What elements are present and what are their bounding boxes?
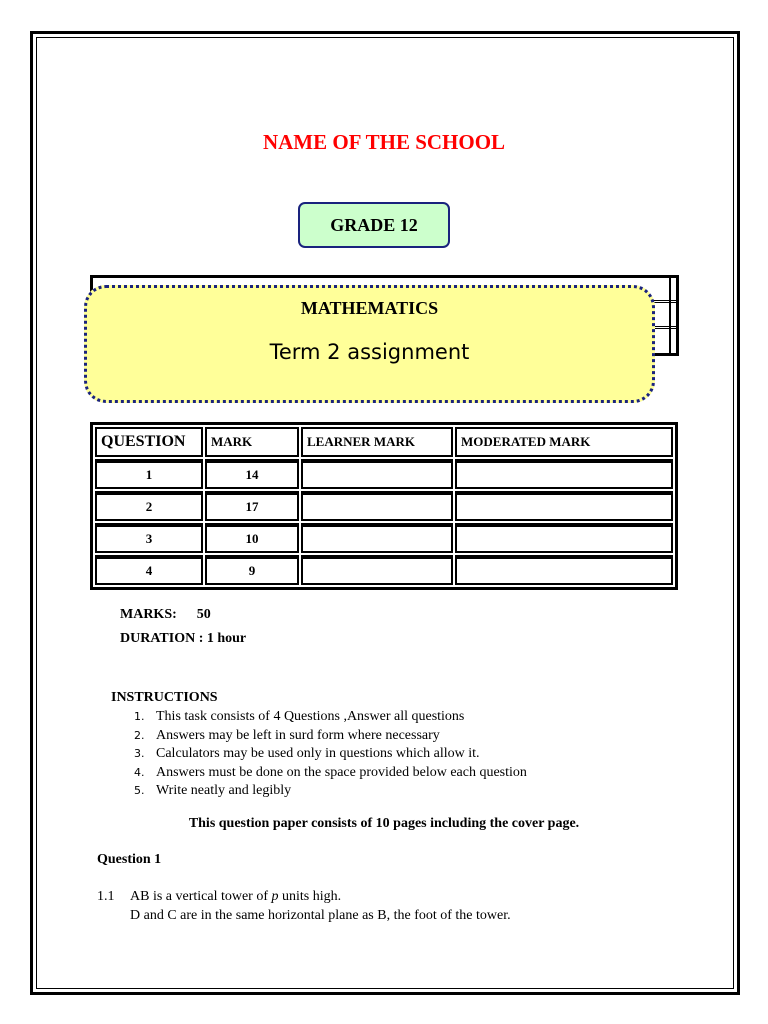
list-number: 3. — [134, 747, 145, 760]
question-mark: 14 — [205, 459, 299, 489]
moderated-mark-cell[interactable] — [455, 555, 673, 585]
learner-mark-cell[interactable] — [301, 555, 453, 585]
question-number: 3 — [95, 523, 203, 553]
table-divider — [669, 278, 671, 353]
question-text-end: units high. — [278, 889, 342, 904]
header-moderated-mark: MODERATED MARK — [455, 427, 673, 457]
pages-note: This question paper consists of 10 pages including the cover page. — [188, 816, 580, 831]
list-item — [134, 727, 527, 746]
header-question: QUESTION — [95, 427, 203, 457]
instruction-text: Answers must be done on the space provided below each question — [156, 764, 527, 780]
table-row — [95, 523, 673, 553]
subject-title: MATHEMATICS — [300, 298, 439, 318]
question-number: 1 — [95, 459, 203, 489]
instructions-title: INSTRUCTIONS — [111, 690, 218, 705]
moderated-mark-cell[interactable] — [455, 459, 673, 489]
header-mark: MARK — [205, 427, 299, 457]
grade-badge: GRADE 12 — [298, 202, 450, 248]
question-text: AB is a vertical tower of — [130, 889, 272, 904]
question-mark: 9 — [205, 555, 299, 585]
question-title: Question 1 — [97, 852, 162, 867]
header-learner-mark: LEARNER MARK — [301, 427, 453, 457]
instruction-text: Answers may be left in surd form where necessary — [156, 727, 440, 743]
term-title: Term 2 assignment — [269, 340, 470, 364]
question-number: 2 — [95, 491, 203, 521]
question-item — [97, 887, 511, 925]
instruction-text: This task consists of 4 Questions ,Answer all questions — [156, 709, 465, 724]
list-number: 2. — [134, 728, 145, 742]
question-mark: 10 — [205, 523, 299, 553]
marks-table — [90, 422, 678, 590]
question-number: 4 — [95, 555, 203, 585]
instruction-text: Write neatly and legibly — [156, 783, 292, 798]
moderated-mark-cell[interactable] — [455, 491, 673, 521]
instruction-text: Calculators may be used only in questions which allow it. — [156, 746, 480, 761]
question-line-2: D and C are in the same horizontal plane as B, the foot of the tower. — [130, 908, 511, 923]
moderated-mark-cell[interactable] — [455, 523, 673, 553]
list-number: 4. — [134, 765, 145, 779]
learner-mark-cell[interactable] — [301, 491, 453, 521]
list-number: 1. — [134, 710, 145, 723]
list-number: 5. — [134, 784, 145, 797]
list-item — [134, 764, 527, 783]
subject-callout — [84, 285, 655, 403]
learner-mark-cell[interactable] — [301, 459, 453, 489]
question-line-1 — [97, 887, 511, 906]
marks-label: MARKS: — [120, 607, 177, 622]
question-variable: p — [271, 889, 279, 904]
table-row — [95, 459, 673, 489]
marks-total — [120, 607, 211, 623]
table-header-row — [95, 427, 673, 457]
table-row — [95, 555, 673, 585]
question-mark: 17 — [205, 491, 299, 521]
duration: DURATION : 1 hour — [120, 631, 247, 646]
list-item — [134, 782, 527, 801]
instructions-list — [134, 708, 527, 801]
list-item — [134, 708, 527, 727]
school-name: NAME OF THE SCHOOL — [262, 130, 506, 154]
list-item — [134, 745, 527, 764]
table-row — [95, 491, 673, 521]
marks-value: 50 — [196, 607, 211, 622]
learner-mark-cell[interactable] — [301, 523, 453, 553]
question-number: 1.1 — [97, 889, 115, 904]
